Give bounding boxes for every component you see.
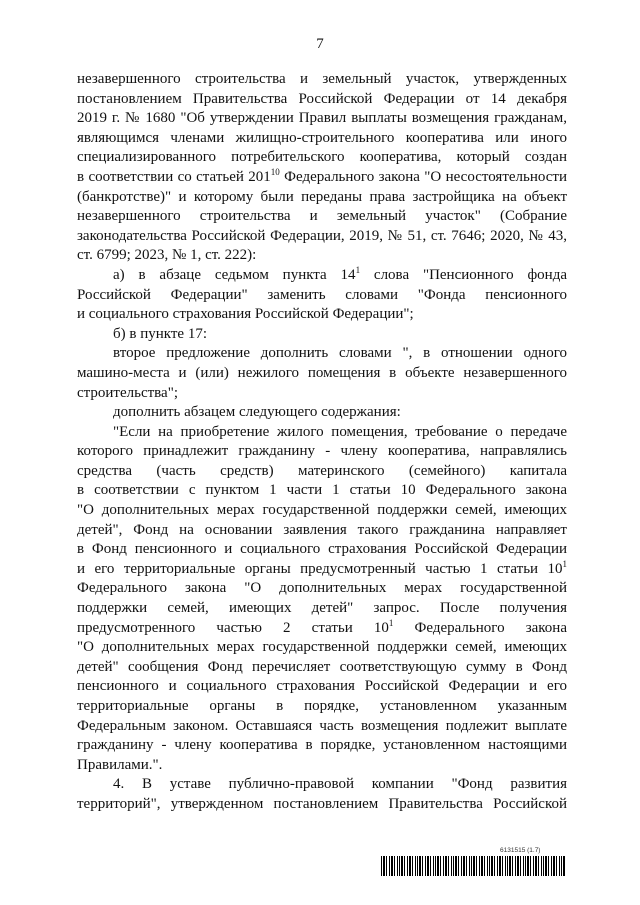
text-line: поддержки семей, имеющих детей" запрос. После получения	[77, 600, 567, 617]
barcode	[381, 856, 566, 876]
text-line	[77, 560, 567, 580]
text-line: незавершенного строительства и земельный участок, утвержденных	[77, 71, 567, 87]
text-run: в соответствии со статьей 201	[77, 168, 271, 185]
text-line: территориальные органы в порядке, установленном указанным	[77, 698, 567, 714]
text-line	[77, 266, 567, 286]
text-line: Российской Федерации" заменить словами "Фонда пенсионного	[77, 286, 567, 303]
text-line: пенсионного и социального страхования Российской Федерации и его	[77, 678, 567, 695]
text-run: и его территориальные органы предусмотренный частью 1 статьи 10	[77, 560, 563, 577]
text-run: слова "Пенсионного фонда	[360, 266, 567, 283]
text-line: в соответствии с пунктом 1 части 1 статьи 10 Федерального закона	[77, 482, 567, 499]
text-line: Федеральным законом. Оставшаяся часть возмещения подлежит выплате	[77, 717, 567, 734]
text-line: в Фонд пенсионного и социального страхования Российской Федерации	[77, 541, 567, 558]
text-line: специализированного потребительского кооператива, который создан	[77, 149, 567, 166]
page-number: 7	[316, 36, 324, 52]
superscript: 10	[270, 166, 280, 177]
text-line: детей", Фонд на основании заявления такого гражданина направляет	[77, 521, 567, 538]
superscript: 1	[355, 264, 361, 275]
text-line: территорий", утвержденном постановлением Правительства Российской	[77, 795, 567, 812]
text-line: (банкротстве)" и которому были переданы права застройщика на объект	[77, 188, 567, 205]
text-line: строительства";	[77, 384, 179, 401]
barcode-id: 6131515 (1.7)	[500, 847, 541, 854]
text-line: Федерального закона "О дополнительных мерах государственной	[77, 580, 567, 597]
text-line: которого принадлежит гражданину - члену кооператива, направлялись	[77, 443, 567, 460]
text-line	[77, 619, 567, 639]
text-line: машино-места и (или) нежилого помещения в объекте незавершенного	[77, 364, 567, 381]
text-line: гражданину - члену кооператива в порядке, установленном настоящими	[77, 737, 567, 754]
text-line: второе предложение дополнить словами ", в отношении одного	[113, 345, 567, 362]
text-line: "О дополнительных мерах государственной поддержки семей, имеющих	[77, 502, 567, 519]
text-line: б) в пункте 17:	[113, 325, 207, 342]
text-line: 4. В уставе публично-правовой компании "Фонд развития	[113, 776, 567, 793]
text-line: и социального страхования Российской Федерации";	[77, 306, 414, 323]
text-run: предусмотренного частью 2 статьи 10	[77, 619, 389, 636]
text-line: средства (часть средств) материнского (семейного) капитала	[77, 462, 567, 479]
text-line: являющимся членами жилищно-строительного кооператива или иного	[77, 129, 567, 146]
text-line: "Если на приобретение жилого помещения, требование о передаче	[113, 423, 567, 440]
text-line: "О дополнительных мерах государственной поддержки семей, имеющих	[77, 639, 567, 656]
text-line: Правилами.".	[77, 756, 163, 773]
text-run: Федерального закона	[393, 619, 567, 636]
text-line: постановлением Правительства Российской Федерации от 14 декабря	[77, 90, 567, 107]
document-body	[77, 70, 567, 815]
text-line: 2019 г. № 1680 "Об утверждении Правил выплаты возмещения гражданам,	[77, 110, 567, 127]
text-line: ст. 6799; 2023, № 1, ст. 222):	[77, 247, 257, 264]
superscript: 1	[388, 617, 394, 628]
text-line: детей" сообщения Фонд перечисляет соответствующую сумму в Фонд	[77, 658, 567, 675]
text-run: Федерального закона "О несостоятельности	[279, 168, 568, 185]
text-line: дополнить абзацем следующего содержания:	[113, 404, 401, 421]
text-line	[77, 168, 567, 188]
text-line: незавершенного строительства и земельный участок" (Собрание	[77, 208, 567, 225]
text-line: законодательства Российской Федерации, 2019, № 51, ст. 7646; 2020, № 43,	[77, 227, 567, 244]
superscript: 1	[562, 558, 567, 569]
text-run: а) в абзаце седьмом пункта 14	[113, 266, 356, 283]
